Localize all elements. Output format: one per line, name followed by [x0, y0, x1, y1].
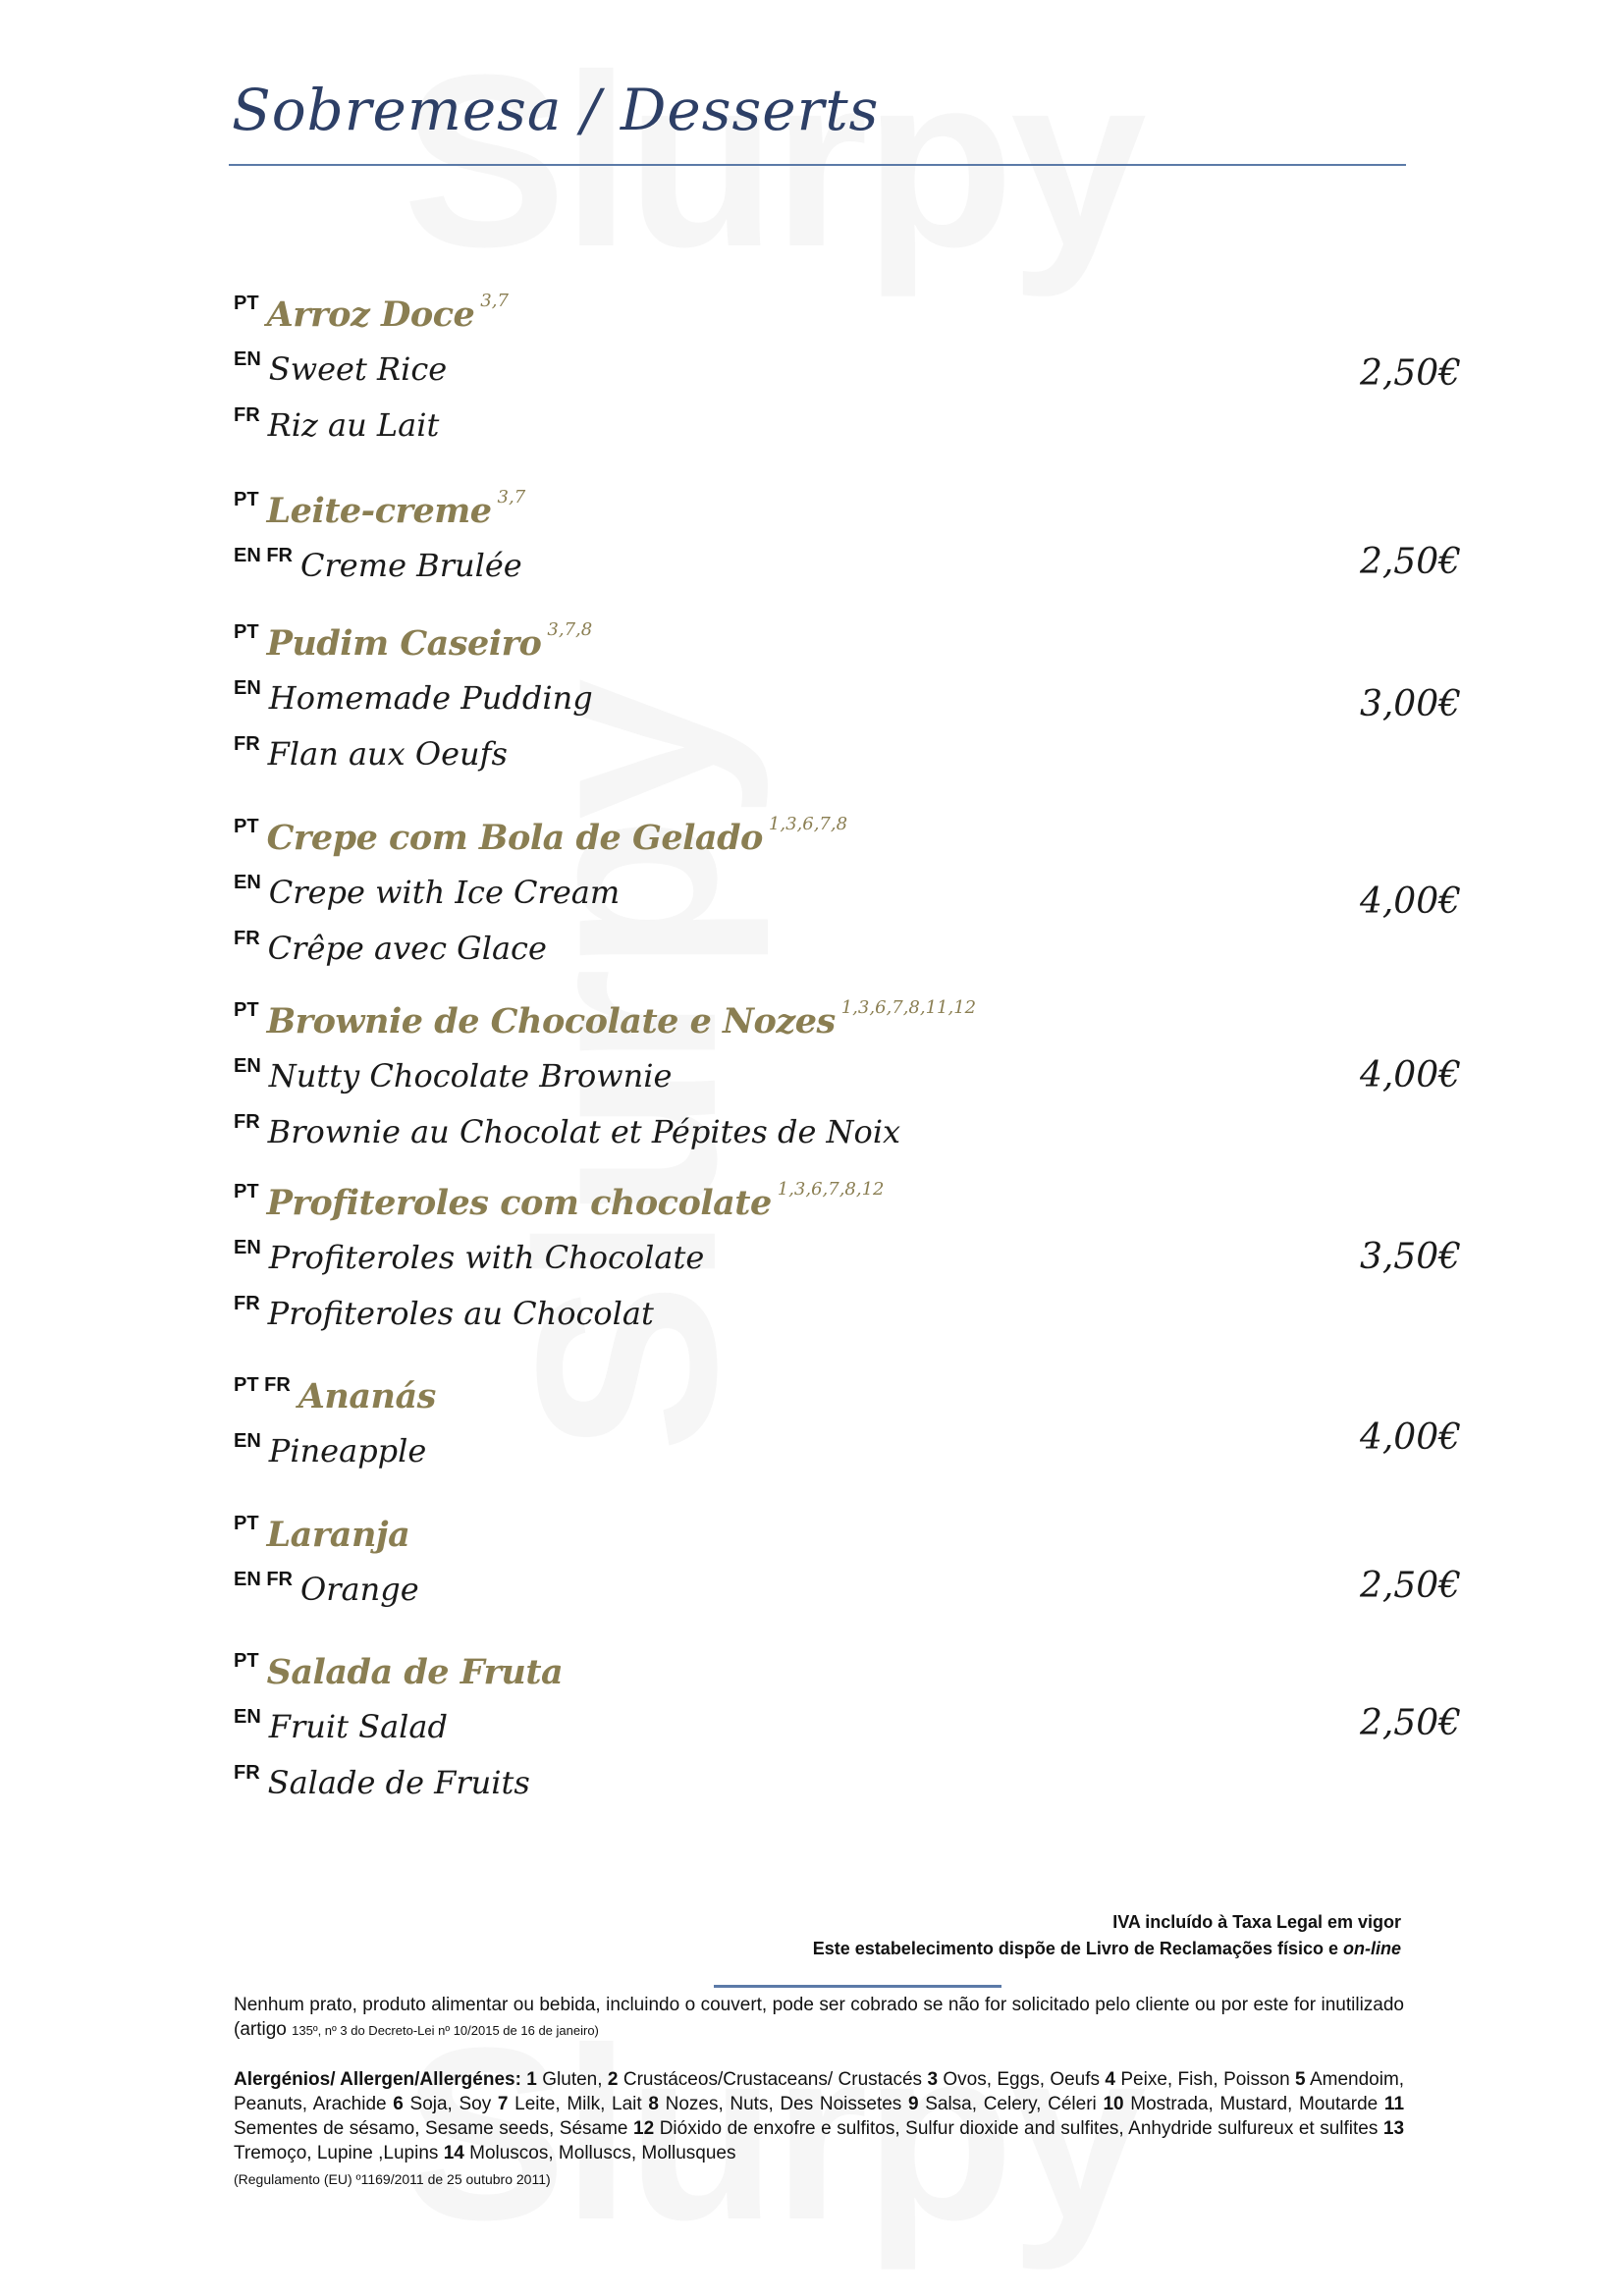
- language-tag: PT: [234, 293, 259, 314]
- allergen-codes: 1,3,6,7,8,11,12: [840, 997, 977, 1018]
- allergen-name: Nozes, Nuts, Des Noissetes: [665, 2094, 902, 2114]
- language-tag: PT: [234, 1513, 259, 1534]
- language-tag: EN: [234, 348, 261, 370]
- allergen-codes: 1,3,6,7,8: [768, 814, 848, 834]
- price: 2,50€: [1359, 353, 1461, 394]
- dish-translation: Orange: [300, 1571, 419, 1608]
- allergen-name: Ovos, Eggs, Oeufs: [943, 2069, 1101, 2090]
- language-tag: PT: [234, 621, 259, 643]
- language-tag: EN: [234, 1055, 261, 1077]
- dish-translation-line: [234, 1113, 900, 1160]
- allergen-number: 14: [443, 2143, 464, 2163]
- dish-translation-line: [234, 1708, 448, 1755]
- title-divider: [229, 164, 1406, 166]
- couvert-notice: [234, 1993, 1404, 2043]
- dish-name-line: [234, 814, 848, 865]
- allergen-codes: 3,7,8: [547, 619, 593, 640]
- language-tag: EN: [234, 1706, 261, 1728]
- dish-translation-line: [234, 1239, 704, 1286]
- dish-name: Leite-creme: [266, 491, 492, 531]
- allergen-codes: 3,7: [480, 291, 509, 311]
- price: 2,50€: [1359, 542, 1461, 582]
- language-tag: EN FR: [234, 1569, 293, 1590]
- allergen-number: 5: [1295, 2069, 1306, 2090]
- dish-translation: Homemade Pudding: [268, 679, 593, 717]
- page-title: Sobremesa / Desserts: [232, 77, 880, 143]
- dish-translation-line: [234, 1057, 672, 1104]
- allergen-number: 3: [927, 2069, 939, 2090]
- allergens-notice: [234, 2067, 1404, 2165]
- complaints-notice: [616, 1939, 1401, 1959]
- dish-translation-line: [234, 874, 620, 921]
- dish-name: Salada de Fruta: [266, 1652, 564, 1692]
- dish-translation: Profiteroles au Chocolat: [267, 1295, 654, 1332]
- dish-translation-line: [234, 1432, 426, 1479]
- price: 3,50€: [1359, 1237, 1461, 1277]
- price: 4,00€: [1359, 1417, 1461, 1458]
- allergen-number: 9: [907, 2094, 919, 2114]
- allergen-number: 4: [1105, 2069, 1115, 2090]
- language-tag: PT: [234, 489, 259, 510]
- dish-translation: Creme Brulée: [300, 547, 522, 584]
- dish-name: Arroz Doce: [266, 294, 475, 335]
- complaints-online: on-line: [1343, 1939, 1401, 1958]
- dish-name-line: [234, 1376, 436, 1423]
- allergen-number: 13: [1382, 2118, 1405, 2139]
- dish-translation-line: [234, 1764, 530, 1811]
- allergen-number: 2: [607, 2069, 619, 2090]
- allergen-number: 6: [393, 2094, 404, 2114]
- dish-translation: Riz au Lait: [267, 406, 440, 444]
- language-tag: EN: [234, 1237, 261, 1258]
- dish-name: Brownie de Chocolate e Nozes: [266, 1001, 836, 1041]
- language-tag: PT: [234, 1181, 259, 1202]
- dish-name-line: [234, 487, 526, 538]
- price: 3,00€: [1359, 684, 1461, 724]
- allergens-heading: Alergénios/ Allergen/Allergénes:: [234, 2069, 521, 2090]
- dish-translation: Salade de Fruits: [267, 1764, 530, 1801]
- dish-name: Laranja: [266, 1515, 410, 1555]
- allergen-name: Gluten,: [542, 2069, 603, 2090]
- allergen-name: Tremoço, Lupine ,Lupins: [234, 2143, 439, 2163]
- allergen-name: Leite, Milk, Lait: [514, 2094, 642, 2114]
- dish-name: Profiteroles com chocolate: [266, 1183, 772, 1223]
- footer-divider: [714, 1985, 1001, 1988]
- dish-name: Crepe com Bola de Gelado: [266, 818, 763, 858]
- language-tag: PT: [234, 816, 259, 837]
- dish-translation-line: [234, 1571, 419, 1618]
- dish-translation: Sweet Rice: [268, 350, 448, 388]
- allergen-name: Sementes de sésamo, Sesame seeds, Sésame: [234, 2118, 628, 2139]
- dish-translation-line: [234, 547, 522, 594]
- dish-name-line: [234, 619, 593, 670]
- dish-translation: Nutty Chocolate Brownie: [268, 1057, 673, 1095]
- allergen-number: 8: [648, 2094, 659, 2114]
- language-tag: EN FR: [234, 545, 293, 566]
- dish-name-line: [234, 997, 977, 1048]
- allergen-name: Moluscos, Molluscs, Mollusques: [469, 2143, 736, 2163]
- watermark-logo: [403, 20, 1143, 301]
- language-tag: EN: [234, 677, 261, 699]
- dish-name: Pudim Caseiro: [266, 623, 542, 664]
- dish-name-line: [234, 1515, 409, 1562]
- couvert-text: Nenhum prato, produto alimentar ou bebida, incluindo o couvert, pode ser cobrado se não for solicitado pelo cliente ou por este for inutilizado (artigo: [234, 1995, 1404, 2040]
- dish-name-line: [234, 1179, 885, 1230]
- allergen-name: Salsa, Celery, Céleri: [925, 2094, 1097, 2114]
- allergen-name: Peixe, Fish, Poisson: [1120, 2069, 1290, 2090]
- language-tag: FR: [234, 1293, 260, 1314]
- couvert-reference: 135º, nº 3 do Decreto-Lei nº 10/2015 de 16 de janeiro): [292, 2023, 599, 2038]
- allergen-number: 7: [497, 2094, 509, 2114]
- allergen-codes: 3,7: [497, 487, 526, 507]
- regulation-note: (Regulamento (EU) º1169/2011 de 25 outubro 2011): [234, 2171, 551, 2187]
- language-tag: FR: [234, 404, 260, 426]
- dish-translation-line: [234, 735, 508, 782]
- language-tag: FR: [234, 1762, 260, 1784]
- vat-notice: IVA incluído à Taxa Legal em vigor: [1112, 1912, 1401, 1932]
- language-tag: PT FR: [234, 1374, 291, 1396]
- dish-translation: Crepe with Ice Cream: [268, 874, 621, 911]
- language-tag: FR: [234, 1111, 260, 1133]
- dish-translation-line: [234, 679, 593, 726]
- language-tag: FR: [234, 733, 260, 755]
- allergen-codes: 1,3,6,7,8,12: [777, 1179, 885, 1200]
- dish-name: Ananás: [298, 1376, 436, 1416]
- allergen-name: Crustáceos/Crustaceans/ Crustacés: [622, 2069, 923, 2090]
- allergen-name: Mostrada, Mustard, Moutarde: [1130, 2094, 1379, 2114]
- allergen-number: 10: [1103, 2094, 1124, 2114]
- language-tag: EN: [234, 872, 261, 893]
- language-tag: PT: [234, 1650, 259, 1672]
- dish-translation-line: [234, 1295, 654, 1342]
- price: 4,00€: [1359, 1055, 1461, 1095]
- dish-translation-line: [234, 406, 439, 454]
- dish-translation-line: [234, 350, 447, 398]
- price: 2,50€: [1359, 1566, 1461, 1606]
- dish-translation: Pineapple: [268, 1432, 427, 1469]
- dish-translation: Flan aux Oeufs: [267, 735, 508, 773]
- language-tag: FR: [234, 928, 260, 949]
- allergen-number: 1: [526, 2069, 537, 2090]
- dish-name-line: [234, 1652, 563, 1699]
- allergen-number: 12: [633, 2118, 655, 2139]
- price: 2,50€: [1359, 1703, 1461, 1743]
- dish-translation: Fruit Salad: [268, 1708, 448, 1745]
- allergen-name: Soja, Soy: [409, 2094, 492, 2114]
- allergen-name: Amendoim, Peanuts, Arachide: [234, 2069, 1405, 2114]
- dish-translation: Crêpe avec Glace: [267, 930, 547, 967]
- allergen-number: 11: [1383, 2094, 1405, 2114]
- complaints-text: Este estabelecimento dispõe de Livro de Reclamações físico e: [812, 1939, 1338, 1958]
- language-tag: EN: [234, 1430, 261, 1452]
- dish-translation: Brownie au Chocolat et Pépites de Noix: [267, 1113, 901, 1150]
- language-tag: PT: [234, 999, 259, 1021]
- dish-name-line: [234, 291, 509, 342]
- dish-translation: Profiteroles with Chocolate: [268, 1239, 705, 1276]
- dish-translation-line: [234, 930, 547, 977]
- allergen-name: Dióxido de enxofre e sulfitos, Sulfur dioxide and sulfites, Anhydride sulfureux et sulfites: [659, 2118, 1379, 2139]
- price: 4,00€: [1359, 881, 1461, 922]
